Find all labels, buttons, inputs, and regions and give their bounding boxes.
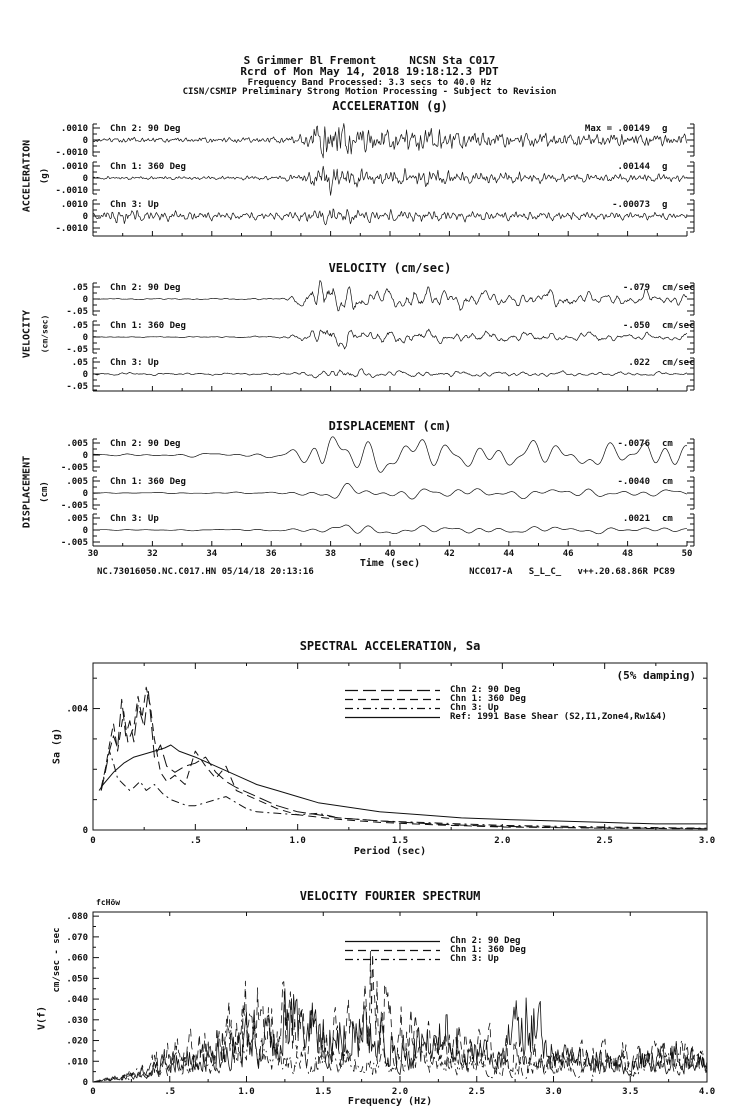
y-tick-label: -.05 xyxy=(66,382,88,392)
period-tick-label: 1.0 xyxy=(289,836,306,846)
vel-row0-trace xyxy=(93,281,687,311)
accel-row1-peak-units: g xyxy=(662,162,668,172)
vel-row1-peak-units: cm/sec xyxy=(662,321,695,331)
y-tick-label: -.005 xyxy=(60,463,88,473)
spectral-legend-label-chn2: Chn 2: 90 Deg xyxy=(450,685,521,695)
time-axis-label: Time (sec) xyxy=(359,558,421,569)
fourier-legend-item-chn3 xyxy=(345,954,499,964)
vf-units-label: cm/sec - sec xyxy=(52,927,63,993)
time-tick-label: 38 xyxy=(325,549,337,559)
accel-row2-peak-value: -.00073 xyxy=(612,200,650,210)
disp-row1-channel-label: Chn 1: 360 Deg xyxy=(110,477,186,487)
spectral-legend-label-ref: Ref: 1991 Base Shear (S2,I1,Zone4,Rw1&4) xyxy=(450,712,667,722)
vf-tick-label: .020 xyxy=(66,1036,88,1047)
vel-row0-channel-label: Chn 2: 90 Deg xyxy=(110,283,181,293)
disp-row0-channel-label: Chn 2: 90 Deg xyxy=(110,439,181,449)
frequency-tick-label: 1.5 xyxy=(315,1087,332,1097)
disp-row0-trace xyxy=(93,437,687,473)
vf-axis-label: V(f) xyxy=(36,1005,48,1031)
record-timestamp: Rcrd of Mon May 14, 2018 19:18:12.3 PDT xyxy=(240,65,499,78)
chn3-dashdot-legend-line-icon xyxy=(345,956,440,963)
frequency-axis-label: Frequency (Hz) xyxy=(347,1096,433,1107)
vel-row2-trace xyxy=(93,369,687,378)
velocity-axis-units: (cm/sec) xyxy=(40,314,50,354)
spectral-title: SPECTRAL ACCELERATION, Sa xyxy=(299,639,481,653)
disp-row2-peak-units: cm xyxy=(662,514,673,524)
accel-row2-peak-units: g xyxy=(662,200,668,210)
disp-row2-trace xyxy=(93,525,687,534)
disp-row2-channel-label: Chn 3: Up xyxy=(110,514,159,524)
y-tick-label: 0 xyxy=(82,174,88,184)
sa-tick-label: .004 xyxy=(66,704,88,715)
y-tick-label: 0 xyxy=(82,451,88,461)
period-tick-label: .5 xyxy=(189,836,201,846)
vel-row2-peak-units: cm/sec xyxy=(662,358,695,368)
frequency-tick-label: 2.5 xyxy=(468,1087,485,1097)
time-tick-label: 42 xyxy=(443,549,455,559)
processing-version-footer: NCC017-A S_L_C_ v++.20.68.86R PC89 xyxy=(469,567,675,577)
y-tick-label: .005 xyxy=(66,439,88,449)
time-tick-label: 40 xyxy=(384,549,396,559)
frequency-tick-label: 0 xyxy=(90,1087,96,1097)
vf-tick-label: .050 xyxy=(66,974,88,985)
y-tick-label: 0 xyxy=(82,526,88,536)
spectral-legend-label-chn1: Chn 1: 360 Deg xyxy=(450,694,526,704)
y-tick-label: .05 xyxy=(71,283,88,293)
vf-tick-label: .070 xyxy=(66,932,88,943)
frequency-band-note: Frequency Band Processed: 3.3 secs to 40.0 Hz xyxy=(247,78,492,88)
y-tick-label: .0010 xyxy=(60,162,88,172)
spectral-legend-item-ref xyxy=(345,712,667,722)
frequency-tick-label: 2.0 xyxy=(391,1087,409,1097)
time-tick-label: 44 xyxy=(503,549,515,559)
time-tick-label: 36 xyxy=(265,549,277,559)
record-id-footer: NC.73016050.NC.C017.HN 05/14/18 20:13:16 xyxy=(97,567,314,577)
vf-tick-label: .040 xyxy=(66,995,88,1006)
station-title: S Grimmer Bl Fremont NCSN Sta C017 xyxy=(243,54,496,67)
fourier-legend-label-chn3: Chn 3: Up xyxy=(450,954,499,964)
vf-tick-label: 0 xyxy=(82,1078,88,1088)
peak-prefix-label: Max = xyxy=(584,124,612,134)
frequency-tick-label: .5 xyxy=(164,1087,176,1097)
vel-row0-peak-units: cm/sec xyxy=(662,283,695,293)
y-tick-label: -.0010 xyxy=(55,224,88,234)
accel-row0-peak-value: .00149 xyxy=(617,124,650,134)
y-tick-label: 0 xyxy=(82,333,88,343)
accel-row1-channel-label: Chn 1: 360 Deg xyxy=(110,162,186,172)
displacement-axis-label: DISPLACEMENT xyxy=(21,455,33,529)
acceleration-panel-title: ACCELERATION (g) xyxy=(332,99,448,113)
frequency-tick-label: 3.0 xyxy=(545,1087,562,1097)
vf-tick-label: .030 xyxy=(66,1015,88,1026)
acceleration-axis-units: (g) xyxy=(40,167,51,185)
fourier-legend-label-chn2: Chn 2: 90 Deg xyxy=(450,936,521,946)
period-tick-label: 2.5 xyxy=(596,836,613,846)
disp-row0-peak-units: cm xyxy=(662,439,673,449)
time-tick-label: 48 xyxy=(622,549,634,559)
chn2-longdash-legend-line-icon xyxy=(345,687,440,694)
accel-row2-trace xyxy=(93,209,687,225)
y-tick-label: -.05 xyxy=(66,345,88,355)
chn1-dash-legend-line-icon xyxy=(345,696,440,703)
accel-row2-channel-label: Chn 3: Up xyxy=(110,200,159,210)
damping-note: (5% damping) xyxy=(616,669,696,682)
frequency-tick-label: 1.0 xyxy=(238,1087,255,1097)
y-tick-label: -.0010 xyxy=(55,186,88,196)
y-tick-label: 0 xyxy=(82,295,88,305)
spectral-legend-label-chn3: Chn 3: Up xyxy=(450,703,499,713)
y-tick-label: .05 xyxy=(71,358,88,368)
chn3-dashdot-legend-line-icon xyxy=(345,705,440,712)
frequency-tick-label: 3.5 xyxy=(622,1087,639,1097)
period-tick-label: 3.0 xyxy=(698,836,716,846)
vel-row1-peak-value: -.050 xyxy=(622,321,650,331)
frequency-tick-label: 4.0 xyxy=(698,1087,716,1097)
y-tick-label: .05 xyxy=(71,321,88,331)
disp-row0-peak-value: -.0076 xyxy=(617,439,650,449)
acceleration-axis-label: ACCELERATION xyxy=(21,139,33,213)
processing-note: CISN/CSMIP Preliminary Strong Motion Processing - Subject to Revision xyxy=(182,87,557,97)
fc-corner-note: fcHöw xyxy=(96,898,121,907)
fourier-title: VELOCITY FOURIER SPECTRUM xyxy=(299,889,481,903)
disp-row1-peak-units: cm xyxy=(662,477,673,487)
time-tick-label: 30 xyxy=(87,549,99,559)
sa-tick-label: 0 xyxy=(82,826,88,836)
y-tick-label: -.005 xyxy=(60,538,88,548)
ref-solid-legend-line-icon xyxy=(345,714,440,721)
vel-row1-trace xyxy=(93,329,687,349)
chn1-dash-legend-line-icon xyxy=(345,947,440,954)
y-tick-label: 0 xyxy=(82,212,88,222)
accel-row0-peak-units: g xyxy=(662,124,668,134)
vf-tick-label: .010 xyxy=(66,1057,88,1068)
y-tick-label: -.05 xyxy=(66,307,88,317)
vel-row1-channel-label: Chn 1: 360 Deg xyxy=(110,321,186,331)
sa-axis-label: Sa (g) xyxy=(51,727,63,765)
vel-row2-channel-label: Chn 3: Up xyxy=(110,358,159,368)
y-tick-label: .005 xyxy=(66,477,88,487)
y-tick-label: -.0010 xyxy=(55,148,88,158)
time-tick-label: 46 xyxy=(562,549,574,559)
period-tick-label: 2.0 xyxy=(494,836,511,846)
y-tick-label: .005 xyxy=(66,514,88,524)
period-tick-label: 1.5 xyxy=(391,836,409,846)
vf-tick-label: .060 xyxy=(66,953,88,964)
disp-row1-peak-value: -.0040 xyxy=(617,477,650,487)
accel-row0-channel-label: Chn 2: 90 Deg xyxy=(110,124,181,134)
y-tick-label: 0 xyxy=(82,136,88,146)
spectral-series-3 xyxy=(99,745,707,824)
disp-row2-peak-value: .0021 xyxy=(622,514,650,524)
fourier-series-1 xyxy=(93,951,707,1082)
velocity-panel-title: VELOCITY (cm/sec) xyxy=(328,261,452,275)
time-tick-label: 34 xyxy=(206,549,218,559)
displacement-panel-title: DISPLACEMENT (cm) xyxy=(328,419,452,433)
vel-row2-peak-value: .022 xyxy=(628,358,650,368)
period-axis-label: Period (sec) xyxy=(353,846,427,857)
y-tick-label: .0010 xyxy=(60,124,88,134)
y-tick-label: .0010 xyxy=(60,200,88,210)
vel-row0-peak-value: -.079 xyxy=(622,283,650,293)
fourier-legend-label-chn1: Chn 1: 360 Deg xyxy=(450,945,526,955)
displacement-axis-units: (cm) xyxy=(40,481,51,503)
period-tick-label: 0 xyxy=(90,836,96,846)
time-tick-label: 50 xyxy=(681,549,693,559)
y-tick-label: -.005 xyxy=(60,501,88,511)
accel-row1-peak-value: .00144 xyxy=(617,162,650,172)
y-tick-label: 0 xyxy=(82,489,88,499)
time-tick-label: 32 xyxy=(146,549,158,559)
y-tick-label: 0 xyxy=(82,370,88,380)
velocity-axis-label: VELOCITY xyxy=(21,309,33,359)
chn2-solid-legend-line-icon xyxy=(345,938,440,945)
vf-tick-label: .080 xyxy=(66,912,88,923)
